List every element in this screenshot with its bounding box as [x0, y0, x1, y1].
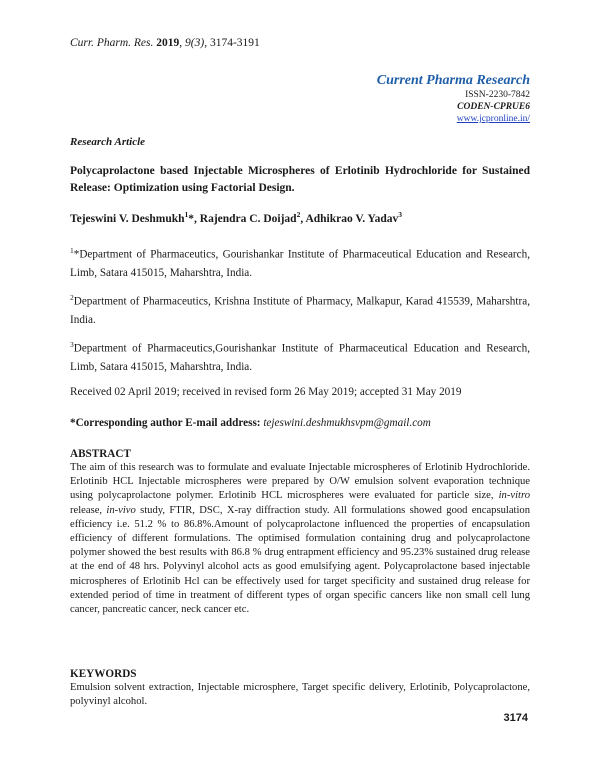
issn: ISSN-2230-7842	[465, 90, 530, 100]
journal-masthead	[377, 72, 530, 125]
keywords-list: Emulsion solvent extraction, Injectable microsphere, Target specific delivery, Erlotinib, Polycaprolactone, polyvinyl alcohol.	[70, 682, 530, 708]
author-sup: 2	[296, 210, 301, 219]
author-name: Rajendra C. Doijad	[199, 212, 297, 225]
affiliation	[70, 289, 530, 329]
abstract-text: study, FTIR, DSC, X-ray diffraction study. All formulations showed good encapsulation efficiency i.e. 51.2 % to 86.8%.Amount of polycaprolactone influenced the properties of encapsulation efficiency of different formulations. The optimised formulation containing drug and polycaprolactone polymer showed the best results with 86.8 % drug entrapment efficiency and 95.23% sustained drug release at the end of 48 hrs. Polyvinyl alcohol acts as good emulsifying agent. Polycaprolactone based injectable microspheres of Erlotinib Hcl can be effectively used for target specificity and sustained drug release for extended period of time in treatment of different types of organ specific cancers like non small cell lung cancer, pancreatic cancer, neck cancer etc.	[70, 504, 531, 616]
affiliation-sup: 2	[70, 293, 74, 302]
journal-pages: 3174-3191	[209, 37, 260, 49]
affiliation	[70, 336, 530, 376]
journal-citation: Curr. Pharm. Res. 2019, 9(3), 3174-3191	[70, 37, 260, 49]
affiliation	[70, 242, 530, 282]
corresponding-email-link[interactable]: tejeswini.deshmukhsvpm@gmail.com	[263, 417, 431, 429]
author-sep: ,	[300, 212, 306, 225]
received-dates: Received 02 April 2019; received in revised form 26 May 2019; accepted 31 May 2019	[70, 386, 462, 398]
author-name: Tejeswini V. Deshmukh	[70, 212, 185, 225]
affiliation-text: Department of Pharmaceutics, Krishna Institute of Pharmacy, Malkapur, Karad 415539, Maharshtra, India.	[70, 295, 530, 326]
author-sup: 3	[398, 210, 402, 219]
article-type: Research Article	[70, 136, 146, 148]
coden: CODEN-CPRUE6	[457, 102, 530, 112]
corresponding-author	[70, 416, 530, 430]
journal-volume-issue: 9(3)	[185, 37, 205, 49]
journal-name: Current Pharma Research	[376, 73, 530, 88]
abstract-text: The aim of this research was to formulate and evaluate Injectable microspheres of Erlotinib Hydrochloride. Erlotinib HCL Injectable microspheres were prepared by O/W emulsion solvent evaporation technique using polycaprolactone polymer. Erlotinib HCL microspheres were evaluated for particle size,	[70, 462, 530, 502]
author-sup: 1	[184, 210, 189, 219]
journal-year: 2019	[156, 37, 180, 49]
abstract-italic: in-vivo	[106, 504, 136, 516]
journal-url-link[interactable]: www.jcpronline.in/	[456, 114, 530, 124]
abstract-heading: ABSTRACT	[70, 448, 131, 460]
abstract-body	[70, 461, 530, 617]
author-name: Adhikrao V. Yadav	[305, 212, 399, 225]
author-sep: *,	[188, 212, 200, 225]
affiliation-text: Department of Pharmaceutics,Gourishankar Institute of Pharmaceutical Education and Research, Limb, Satara 415015, Maharshtra, India.	[70, 342, 530, 373]
affiliation-text: *Department of Pharmaceutics, Gourishankar Institute of Pharmaceutical Education and Research, Limb, Satara 415015, Maharshtra, India.	[70, 248, 530, 279]
corresponding-label: *Corresponding author E-mail address:	[70, 417, 261, 429]
journal-abbrev: Curr. Pharm. Res.	[70, 37, 154, 49]
abstract-italic: in-vitro	[498, 490, 530, 502]
affiliation-sup: 1	[70, 246, 74, 255]
keywords-heading: KEYWORDS	[70, 668, 137, 680]
affiliation-sup: 3	[70, 340, 74, 349]
abstract-text: release,	[70, 504, 107, 516]
page-number: 3174	[503, 712, 528, 724]
author-list	[70, 208, 530, 226]
paper-title: Polycaprolactone based Injectable Microspheres of Erlotinib Hydrochloride for Sustained Release: Optimization using Factorial Design.	[70, 165, 530, 194]
